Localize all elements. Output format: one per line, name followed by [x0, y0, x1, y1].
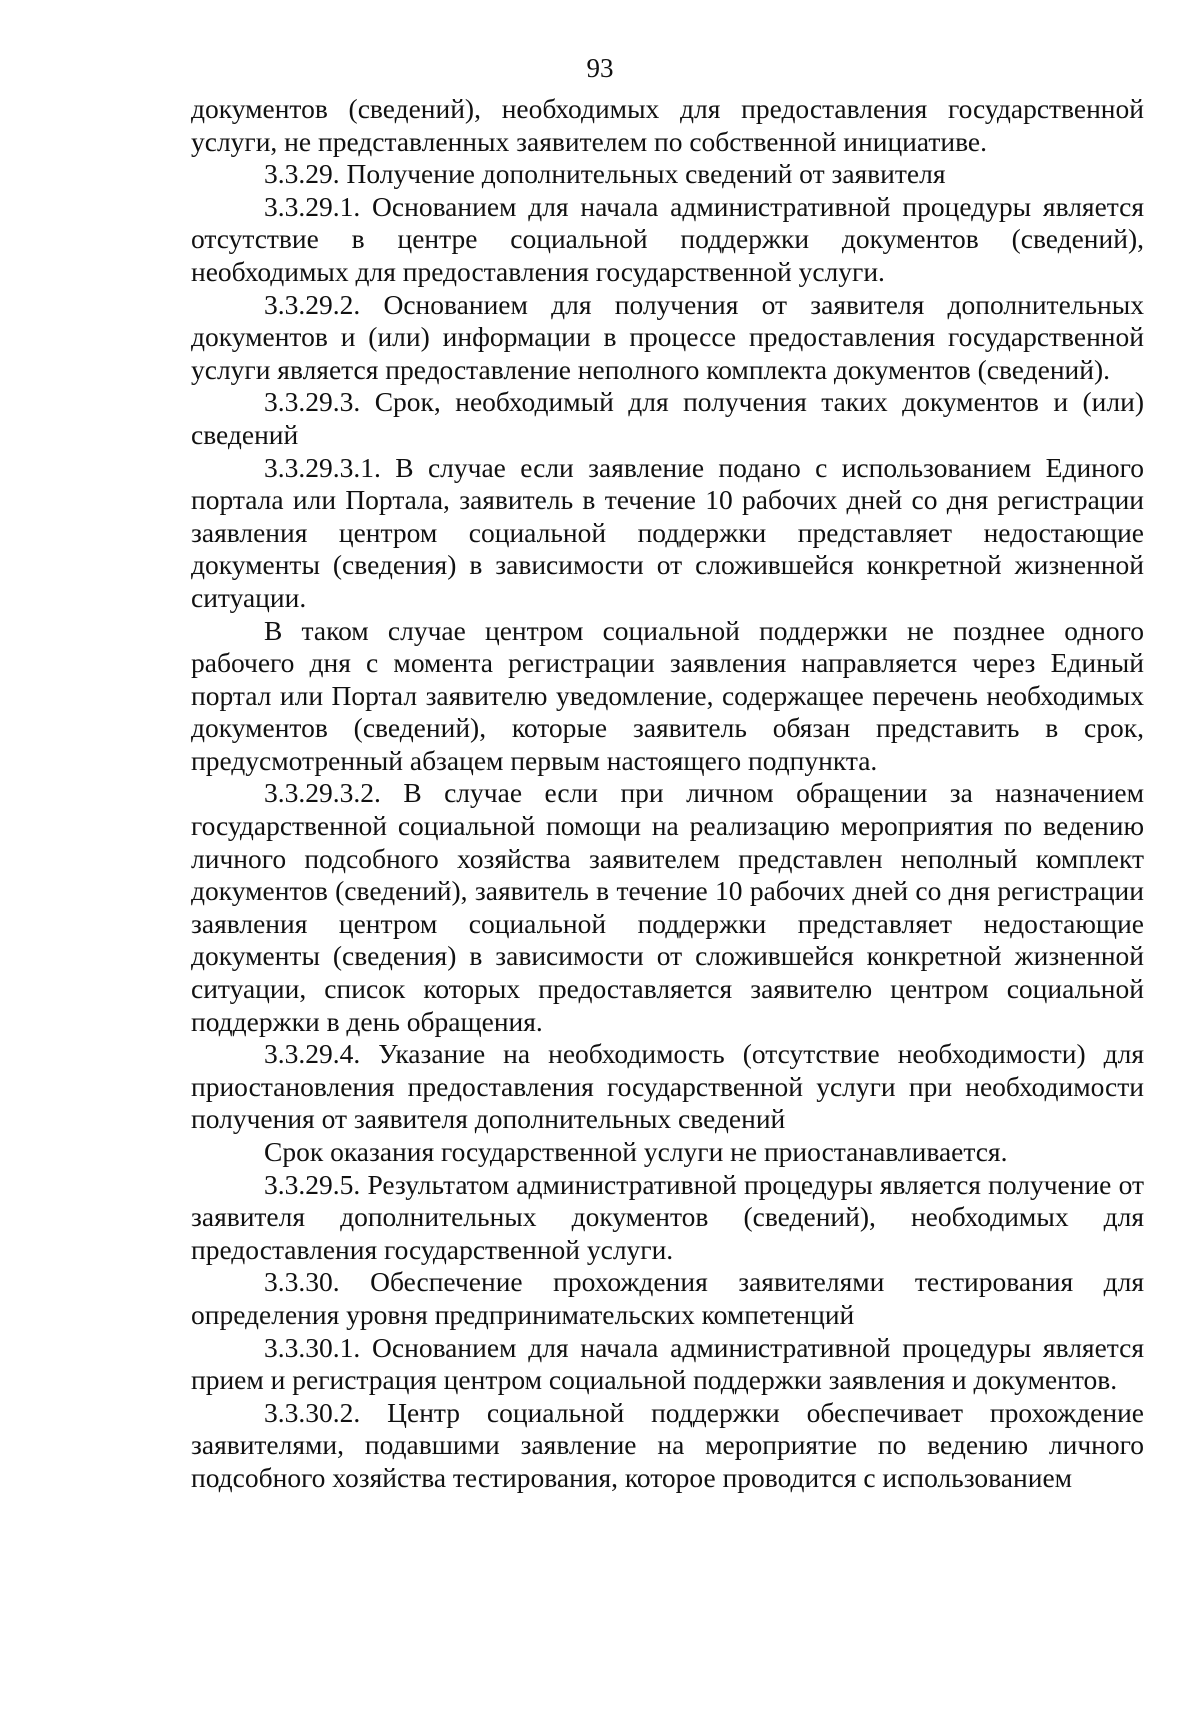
paragraph: 3.3.29.1. Основанием для начала административной процедуры является отсутствие в центре социальной поддержки документов (сведений), необходимых для предоставления государственной услуги. [191, 190, 1144, 287]
document-body [191, 93, 1144, 1495]
paragraph: 3.3.29.3.1. В случае если заявление подано с использованием Единого портала или Портала, заявитель в течение 10 рабочих дней со дня регистрации заявления центром социальной поддержки представляет недостающие документы (сведения) в зависимости от сложившейся конкретной жизненной ситуации. [191, 451, 1144, 613]
paragraph: документов (сведений), необходимых для предоставления государственной услуги, не представленных заявителем по собственной инициативе. [191, 93, 1144, 157]
paragraph: В таком случае центром социальной поддержки не позднее одного рабочего дня с момента регистрации заявления направляется через Единый портал или Портал заявителю уведомление, содержащее перечень необходимых документов (сведений), которые заявитель обязан представить в срок, предусмотренный абзацем первым настоящего подпункта. [191, 614, 1144, 776]
paragraph: 3.3.29.3. Срок, необходимый для получения таких документов и (или) сведений [191, 386, 1144, 450]
paragraph: 3.3.29.2. Основанием для получения от заявителя дополнительных документов и (или) информации в процессе предоставления государственной услуги является предоставление неполного комплекта документов (сведений). [191, 288, 1144, 385]
paragraph: Срок оказания государственной услуги не приостанавливается. [264, 1136, 1008, 1167]
paragraph: 3.3.30.2. Центр социальной поддержки обеспечивает прохождение заявителями, подавшими заявление на мероприятие по ведению личного подсобного хозяйства тестирования, которое проводится с использованием [191, 1396, 1144, 1493]
paragraph: 3.3.29.3.2. В случае если при личном обращении за назначением государственной социальной помощи на реализацию мероприятия по ведению личного подсобного хозяйства заявителем представлен неполный комплект документов (сведений), заявитель в течение 10 рабочих дней со дня регистрации заявления центром социальной поддержки представляет недостающие документы (сведения) в зависимости от сложившейся конкретной жизненной ситуации, список которых предоставляется заявителю центром социальной поддержки в день обращения. [191, 777, 1144, 1037]
section-heading: 3.3.29. Получение дополнительных сведений от заявителя [264, 158, 946, 190]
page-number: 93 [586, 53, 614, 83]
paragraph: 3.3.30.1. Основанием для начала административной процедуры является прием и регистрация центром социальной поддержки заявления и документов. [191, 1331, 1144, 1396]
section-heading: 3.3.30. Обеспечение прохождения заявителями тестирования для определения уровня предпринимательских компетенций [191, 1266, 1144, 1330]
paragraph: 3.3.29.4. Указание на необходимость (отсутствие необходимости) для приостановления предоставления государственной услуги при необходимости получения от заявителя дополнительных сведений [191, 1038, 1144, 1135]
paragraph: 3.3.29.5. Результатом административной процедуры является получение от заявителя дополнительных документов (сведений), необходимых для предоставления государственной услуги. [191, 1168, 1144, 1265]
